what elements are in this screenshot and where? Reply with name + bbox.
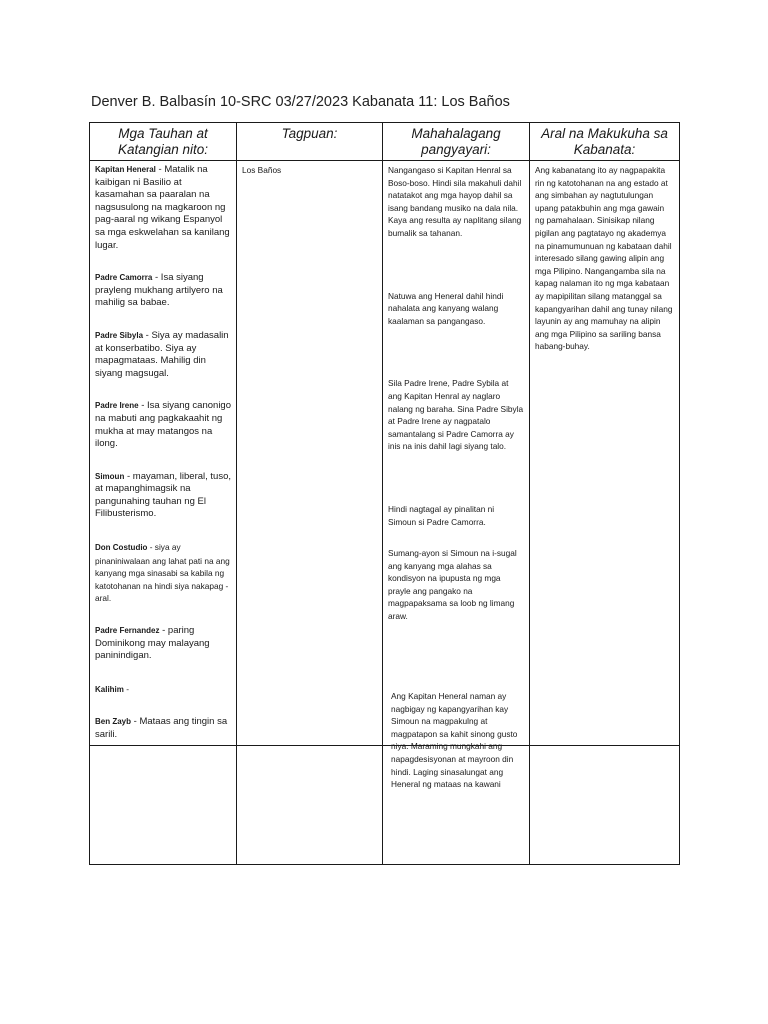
event-item: Nangangaso si Kapitan Henral sa Boso-boso. Hindi sila makahuli dahil natatakot ang mga hayop dahil sa isang bandang musiko na dala nila. Kaya ang resulta ay naplitang silang bumalik sa tahanan. xyxy=(388,165,522,238)
event-item: Hindi nagtagal ay pinalitan ni Simoun si Padre Camorra. xyxy=(388,503,495,527)
character-entry xyxy=(95,541,231,605)
character-desc: - siya ay pinaniniwalaan ang lahat pati na ang kanyang mga sinasabi sa kabila ng katotohanan na hindi siya nakapag - aral. xyxy=(95,542,230,604)
event-item: Sila Padre Irene, Padre Sybila at ang Kapitan Henral ay naglaro nalang ng baraha. Sina Padre Sibyla at Padre Irene ay nagpatalo samantalang si Padre Camorra ay inis na inis dahil lagi siyang talo. xyxy=(388,378,524,452)
lesson-cell xyxy=(530,161,680,746)
empty-cell xyxy=(530,745,680,864)
character-entry xyxy=(95,272,231,310)
empty-cell xyxy=(90,745,237,864)
event-item: Natuwa ang Heneral dahil hindi nahalata ang kanyang walang kaalaman sa pangangaso. xyxy=(388,290,504,326)
character-desc: - Matalik na kaibigan ni Basilio at kasamahan sa paaralan na nagsusulong na magkaroon ng pag-aaral ng wikang Espanyol sa mga eskwelahan sa kanilang lugar. xyxy=(95,164,230,251)
header-setting: Tagpuan: xyxy=(237,123,383,161)
event-item: Sumang-ayon si Simoun na i-sugal ang kanyang mga alahas sa kondisyon na ipupusta ng mga prayle ang pangako na magpapaksama sa loob ng limang araw. xyxy=(388,548,517,622)
character-name: Padre Sibyla xyxy=(95,330,144,340)
character-entry xyxy=(95,683,231,697)
character-name: Padre Camorra xyxy=(95,273,153,283)
character-entry xyxy=(95,400,231,450)
character-name: Padre Fernandez xyxy=(95,626,160,636)
setting-text: Los Baños xyxy=(242,165,282,175)
character-desc: - xyxy=(123,683,129,694)
character-entry xyxy=(95,164,231,252)
page-title: Denver B. Balbasín 10-SRC 03/27/2023 Kabanata 11: Los Baños xyxy=(91,94,510,110)
characters-cell xyxy=(90,161,237,746)
event-item: Ang Kapitan Heneral naman ay nagbigay ng kapangyarihan kay Simoun na magpakulng at magpatapon sa kahit sinong gusto niya. Maraming mungkahi ang napagdesisyonan at mayroon din hindi. Laging sinasalungat ang Heneral ng mataas na kawani xyxy=(391,691,518,790)
character-desc: - Mataas ang tingin sa sarili. xyxy=(95,716,228,740)
character-entry xyxy=(95,471,231,521)
character-name: Don Costudio xyxy=(95,543,148,553)
character-name: Ben Zayb xyxy=(95,717,132,727)
continuation-row xyxy=(90,745,680,864)
header-events: Mahahalagang pangyayari: xyxy=(383,123,530,161)
character-name: Simoun xyxy=(95,471,125,481)
character-desc: - paring Dominikong may malayang paninindigan. xyxy=(95,625,210,662)
content-row xyxy=(90,161,680,746)
character-entry xyxy=(95,330,231,380)
header-lesson: Aral na Makukuha sa Kabanata: xyxy=(530,123,680,161)
character-name: Kapitan Heneral xyxy=(95,165,156,174)
character-desc: - Isa siyang prayleng mukhang artilyero na mahilig sa babae. xyxy=(95,272,223,309)
header-row xyxy=(90,123,680,161)
events-cell xyxy=(383,161,530,746)
character-desc: - Siya ay madasalin at konserbatibo. Siya ay mapagmataas. Mahilig din siyang magsugal. xyxy=(95,329,229,379)
summary-table xyxy=(89,122,680,865)
character-name: Padre Irene xyxy=(95,401,139,411)
character-name: Kalihim xyxy=(95,684,124,694)
character-desc: - mayaman, liberal, tuso, at mapanghimagsik na pangunahing tauhan ng El Filibusterismo. xyxy=(95,470,231,520)
header-characters: Mga Tauhan at Katangian nito: xyxy=(90,123,237,161)
empty-cell xyxy=(237,745,383,864)
character-entry xyxy=(95,625,231,663)
setting-cell xyxy=(237,161,383,746)
character-desc: - Isa siyang canonigo na mabuti ang pagkakaahit ng mukha at may matangos na ilong. xyxy=(95,400,231,450)
lesson-text: Ang kabanatang ito ay nagpapakita rin ng katotohanan na ang estado at ang simbahan ay nagtutulungan upang patakbuhin ang mga gawain ng pamahalaan. Sinisikap nilang pigilan ang pagtatayo ng akademya na pinamumunuan ng kabataan dahil interesado silang gawing alipin ang mga Pilipino. Nangangamba sila na kapag nalaman ito ng mga kabataan ay mapipilitan silang matanggal sa kapangyarihan dahil ang tunay nilang layunin ay ang mamuhay na alipin ang mga Pilipino sa sariling bansa habang-buhay. xyxy=(535,165,673,352)
character-entry xyxy=(95,716,231,741)
